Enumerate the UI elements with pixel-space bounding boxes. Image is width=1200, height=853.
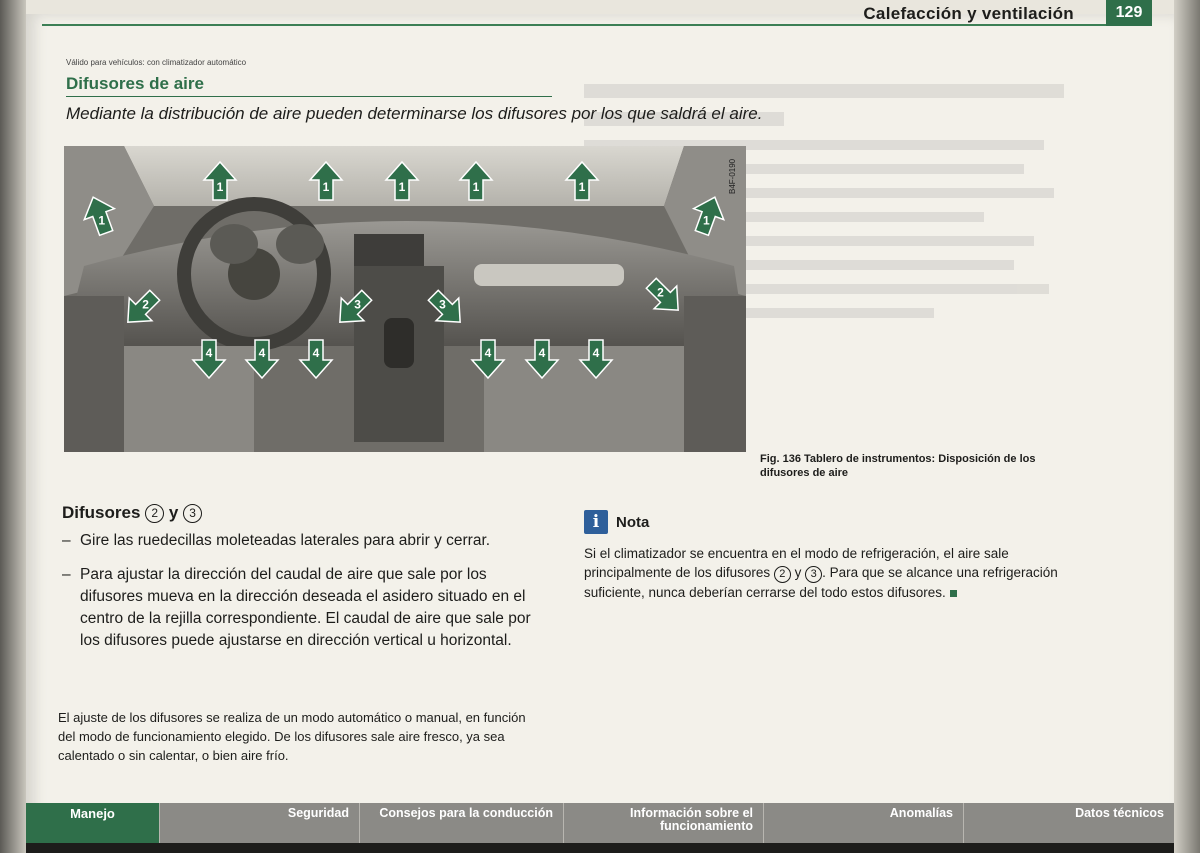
airflow-arrow-label: 2 — [657, 285, 664, 300]
section-rule — [66, 96, 552, 97]
note-text-1: Si el climatizador se encuentra en el modo de refrigeración, el aire sale principalmente de los difusores — [584, 546, 1009, 580]
page-number: 129 — [1106, 0, 1152, 26]
book-spine-left — [0, 0, 26, 853]
figure-code: B4F-0190 — [728, 158, 737, 194]
figure-caption: Fig. 136 Tablero de instrumentos: Disposición de los difusores de aire — [760, 453, 1036, 479]
airflow-arrow-label: 1 — [702, 213, 710, 228]
airflow-arrow-label: 1 — [216, 180, 224, 194]
airflow-arrow-label: 1 — [98, 213, 106, 228]
chapter-tabs — [26, 803, 1174, 843]
note-title: Nota — [616, 513, 650, 531]
airflow-arrow-label: 4 — [592, 346, 600, 360]
note-conj: y — [790, 565, 806, 580]
difusores-heading-conj: y — [168, 503, 179, 522]
airflow-arrow-label: 1 — [322, 180, 330, 194]
airflow-arrow-label: 4 — [484, 346, 492, 360]
trim-strip — [474, 264, 624, 286]
running-header: Calefacción y ventilación — [863, 4, 1074, 23]
instruction-item: – Para ajustar la dirección del caudal de aire que sale por los difusores mueva en la dirección deseada el asidero situado en el centro de la rejilla correspondiente. El caudal de aire que sale por los difusores puede ajustarse en dirección vertical u horizontal. — [62, 564, 546, 652]
airflow-arrow-label: 1 — [472, 180, 480, 194]
header-rule — [42, 24, 1112, 26]
validity-note: Válido para vehículos: con climatizador automático — [66, 58, 247, 67]
dashboard-illustration — [64, 146, 746, 452]
left-door — [64, 296, 124, 452]
right-door — [684, 296, 746, 452]
airflow-arrow-label: 4 — [312, 346, 320, 360]
airflow-arrow-label: 1 — [578, 180, 586, 194]
instruction-item: – Gire las ruedecillas moleteadas laterales para abrir y cerrar. — [62, 530, 546, 552]
tab-consejos-conduccion[interactable]: Consejos para la conducción — [360, 803, 564, 843]
section-intro: Mediante la distribución de aire pueden determinarse los difusores por los que saldrá el aire. — [66, 104, 763, 123]
airflow-arrow-label: 4 — [258, 346, 266, 360]
tab-anomalias[interactable]: Anomalías — [764, 803, 964, 843]
tachometer — [276, 224, 324, 264]
dashboard-figure — [64, 146, 746, 452]
end-of-section-square-icon — [950, 590, 957, 597]
left-seat — [104, 346, 254, 452]
gear-shifter — [384, 318, 414, 368]
tab-datos-tecnicos[interactable]: Datos técnicos — [1075, 806, 1164, 820]
airflow-arrow-label: 3 — [439, 297, 446, 312]
airflow-arrow-label: 4 — [205, 346, 213, 360]
airflow-arrow-label: 2 — [142, 297, 149, 312]
speedometer — [210, 224, 258, 264]
vent-2-circled-number: 2 — [145, 504, 164, 523]
instruction-list — [62, 530, 546, 664]
airflow-arrow-label: 4 — [538, 346, 546, 360]
vent-3-circled-number: 3 — [183, 504, 202, 523]
info-icon: i — [584, 510, 608, 534]
body-paragraph: El ajuste de los difusores se realiza de un modo automático o manual, en función del modo de funcionamiento elegido. De los difusores sale aire fresco, ya sea calentado o sin calentar, o bien aire frío. — [58, 710, 526, 763]
difusores-heading-text: Difusores — [62, 503, 141, 522]
section-title: Difusores de aire — [66, 74, 204, 93]
tab-manejo[interactable]: Manejo — [26, 803, 160, 843]
vent-3-circled-number: 3 — [805, 566, 822, 583]
airflow-arrow-label: 1 — [398, 180, 406, 194]
note-text-2: . Para que se alcance una refrigeración suficiente, nunca deberían cerrarse del todo estos difusores. — [584, 565, 1058, 600]
tab-seguridad[interactable]: Seguridad — [160, 803, 360, 843]
note-body — [584, 544, 1074, 602]
footer-shadow — [26, 843, 1174, 853]
airflow-arrow-label: 3 — [354, 297, 361, 312]
tab-informacion-funcionamiento[interactable]: Información sobre el funcionamiento — [564, 803, 764, 843]
vent-2-circled-number: 2 — [774, 566, 791, 583]
book-edge-right — [1174, 0, 1200, 853]
note-header — [584, 510, 649, 534]
difusores-heading — [62, 503, 202, 523]
